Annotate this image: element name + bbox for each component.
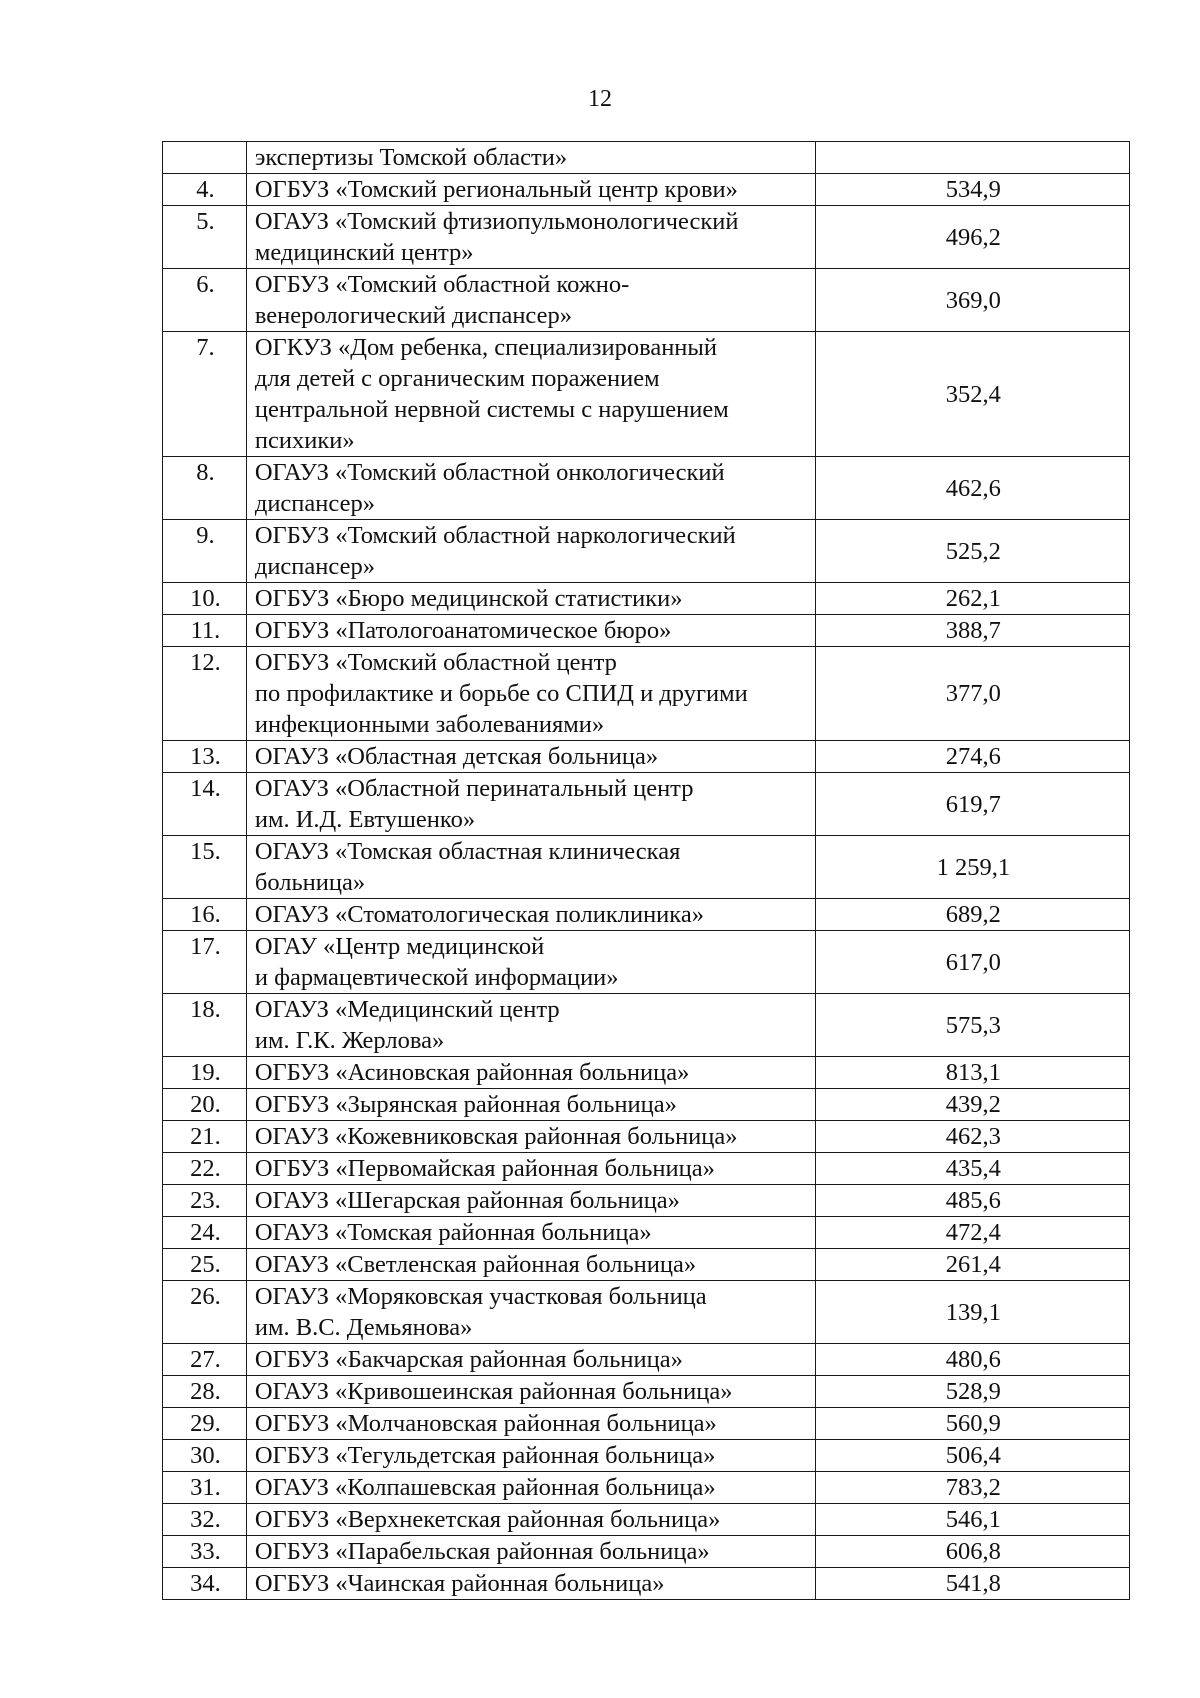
institution-name xyxy=(246,994,815,1057)
amount-value: 534,9 xyxy=(815,174,1129,206)
table-row xyxy=(163,142,1130,174)
institution-name xyxy=(246,773,815,836)
amount-value: 439,2 xyxy=(815,1089,1129,1121)
row-number: 18. xyxy=(163,994,247,1057)
institution-name-line: ОГБУЗ «Бакчарская районная больница» xyxy=(254,1346,683,1373)
institution-name-line: ОГАУЗ «Областная детская больница» xyxy=(254,743,659,770)
institution-name-line: ОГБУЗ «Первомайская районная больница» xyxy=(254,1155,715,1182)
amount-value: 496,2 xyxy=(815,206,1129,269)
amount-value: 262,1 xyxy=(815,583,1129,615)
institution-name-line: диспансер» xyxy=(254,553,375,580)
amount-value: 352,4 xyxy=(815,332,1129,457)
row-number: 7. xyxy=(163,332,247,457)
table-row xyxy=(163,899,1130,931)
table-row xyxy=(163,1281,1130,1344)
row-number: 10. xyxy=(163,583,247,615)
institution-name-line: диспансер» xyxy=(254,490,375,517)
row-number: 26. xyxy=(163,1281,247,1344)
institution-name xyxy=(246,1504,815,1536)
table-row xyxy=(163,1249,1130,1281)
institution-name-line: ОГБУЗ «Бюро медицинской статистики» xyxy=(254,585,683,612)
row-number: 29. xyxy=(163,1408,247,1440)
institution-name-line: по профилактике и борьбе со СПИД и другими xyxy=(254,680,748,707)
amount-value: 689,2 xyxy=(815,899,1129,931)
institution-name-line: центральной нервной системы с нарушением xyxy=(254,396,729,423)
row-number xyxy=(163,142,247,174)
institution-name-line: ОГБУЗ «Чаинская районная больница» xyxy=(254,1570,665,1597)
institution-name-line: ОГБУЗ «Патологоанатомическое бюро» xyxy=(254,617,672,644)
table-row xyxy=(163,269,1130,332)
amount-value: 506,4 xyxy=(815,1440,1129,1472)
amount-value: 369,0 xyxy=(815,269,1129,332)
table-row xyxy=(163,1185,1130,1217)
row-number: 15. xyxy=(163,836,247,899)
institution-name xyxy=(246,1217,815,1249)
amount-value: 619,7 xyxy=(815,773,1129,836)
amount-value: 274,6 xyxy=(815,741,1129,773)
institution-name xyxy=(246,899,815,931)
table-row xyxy=(163,1504,1130,1536)
row-number: 24. xyxy=(163,1217,247,1249)
row-number: 12. xyxy=(163,647,247,741)
row-number: 31. xyxy=(163,1472,247,1504)
amount-value: 606,8 xyxy=(815,1536,1129,1568)
institution-name-line: ОГБУЗ «Томский областной центр xyxy=(254,649,617,676)
row-number: 14. xyxy=(163,773,247,836)
row-number: 20. xyxy=(163,1089,247,1121)
row-number: 27. xyxy=(163,1344,247,1376)
institution-name-line: ОГАУЗ «Колпашевская районная больница» xyxy=(254,1474,716,1501)
amount-value: 388,7 xyxy=(815,615,1129,647)
table-row xyxy=(163,1408,1130,1440)
row-number: 8. xyxy=(163,457,247,520)
table-row xyxy=(163,1089,1130,1121)
institution-name xyxy=(246,1376,815,1408)
institution-name-line: психики» xyxy=(254,427,355,454)
institution-name xyxy=(246,1344,815,1376)
institution-name xyxy=(246,931,815,994)
table-row xyxy=(163,647,1130,741)
institution-name xyxy=(246,1281,815,1344)
row-number: 30. xyxy=(163,1440,247,1472)
institution-name-line: экспертизы Томской области» xyxy=(254,144,568,171)
institution-name xyxy=(246,1057,815,1089)
institution-name-line: больница» xyxy=(254,869,366,896)
amount-value: 575,3 xyxy=(815,994,1129,1057)
institution-name xyxy=(246,332,815,457)
institution-name-line: ОГАУЗ «Томская областная клиническая xyxy=(254,838,681,865)
amount-value: 377,0 xyxy=(815,647,1129,741)
institution-name-line: ОГБУЗ «Парабельская районная больница» xyxy=(254,1538,710,1565)
amount-value: 480,6 xyxy=(815,1344,1129,1376)
table-row xyxy=(163,1472,1130,1504)
row-number: 23. xyxy=(163,1185,247,1217)
institution-name-line: ОГАУЗ «Кожевниковская районная больница» xyxy=(254,1123,738,1150)
table-row xyxy=(163,1376,1130,1408)
page-number: 12 xyxy=(588,86,612,112)
table-row xyxy=(163,174,1130,206)
amount-value: 485,6 xyxy=(815,1185,1129,1217)
row-number: 11. xyxy=(163,615,247,647)
table-row xyxy=(163,1153,1130,1185)
institution-name xyxy=(246,174,815,206)
row-number: 17. xyxy=(163,931,247,994)
institution-name xyxy=(246,647,815,741)
institution-name xyxy=(246,741,815,773)
row-number: 13. xyxy=(163,741,247,773)
institution-name-line: ОГАУЗ «Моряковская участковая больница xyxy=(254,1283,707,1310)
amount-value: 139,1 xyxy=(815,1281,1129,1344)
row-number: 9. xyxy=(163,520,247,583)
institution-name-line: медицинский центр» xyxy=(254,239,474,266)
institution-name xyxy=(246,615,815,647)
institution-name-line: ОГБУЗ «Томский областной наркологический xyxy=(254,522,736,549)
table-row xyxy=(163,994,1130,1057)
institution-name xyxy=(246,1185,815,1217)
institution-name-line: ОГКУЗ «Дом ребенка, специализированный xyxy=(254,334,717,361)
amount-value: 462,6 xyxy=(815,457,1129,520)
institution-name xyxy=(246,1249,815,1281)
amount-value: 617,0 xyxy=(815,931,1129,994)
institution-name xyxy=(246,269,815,332)
institution-name-line: ОГАУЗ «Томский областной онкологический xyxy=(254,459,725,486)
institution-name xyxy=(246,520,815,583)
institution-name-line: ОГБУЗ «Зырянская районная больница» xyxy=(254,1091,677,1118)
institution-name-line: для детей с органическим поражением xyxy=(254,365,660,392)
amount-value: 528,9 xyxy=(815,1376,1129,1408)
amount-value xyxy=(815,142,1129,174)
table-row xyxy=(163,583,1130,615)
institution-name xyxy=(246,836,815,899)
table-row xyxy=(163,836,1130,899)
table-row xyxy=(163,931,1130,994)
row-number: 32. xyxy=(163,1504,247,1536)
institution-name-line: ОГАУ «Центр медицинской xyxy=(254,933,545,960)
institution-name-line: ОГБУЗ «Молчановская районная больница» xyxy=(254,1410,717,1437)
institution-name-line: инфекционными заболеваниями» xyxy=(254,711,605,738)
table-row xyxy=(163,1536,1130,1568)
institution-name-line: ОГАУЗ «Кривошеинская районная больница» xyxy=(254,1378,733,1405)
table-row xyxy=(163,1344,1130,1376)
row-number: 6. xyxy=(163,269,247,332)
institution-name-line: ОГАУЗ «Шегарская районная больница» xyxy=(254,1187,680,1214)
row-number: 34. xyxy=(163,1568,247,1600)
row-number: 19. xyxy=(163,1057,247,1089)
institution-name-line: венерологический диспансер» xyxy=(254,302,572,329)
institution-name-line: ОГАУЗ «Стоматологическая поликлиника» xyxy=(254,901,704,928)
table-row xyxy=(163,1440,1130,1472)
institution-name-line: ОГАУЗ «Томский фтизиопульмонологический xyxy=(254,208,739,235)
institution-name xyxy=(246,1408,815,1440)
institutions-table xyxy=(162,141,1130,1600)
institution-name-line: ОГАУЗ «Медицинский центр xyxy=(254,996,560,1023)
amount-value: 472,4 xyxy=(815,1217,1129,1249)
table-row xyxy=(163,741,1130,773)
row-number: 5. xyxy=(163,206,247,269)
institution-name xyxy=(246,1536,815,1568)
institution-name-line: ОГАУЗ «Светленская районная больница» xyxy=(254,1251,697,1278)
amount-value: 525,2 xyxy=(815,520,1129,583)
amount-value: 261,4 xyxy=(815,1249,1129,1281)
institution-name xyxy=(246,206,815,269)
table-row xyxy=(163,1121,1130,1153)
institution-name-line: ОГБУЗ «Томский региональный центр крови» xyxy=(254,176,738,203)
table-row xyxy=(163,332,1130,457)
institution-name xyxy=(246,142,815,174)
institution-name-line: им. И.Д. Евтушенко» xyxy=(254,806,476,833)
institution-name-line: ОГБУЗ «Верхнекетская районная больница» xyxy=(254,1506,721,1533)
institution-name-line: и фармацевтической информации» xyxy=(254,964,619,991)
row-number: 28. xyxy=(163,1376,247,1408)
institution-name xyxy=(246,1440,815,1472)
table-row xyxy=(163,520,1130,583)
amount-value: 1 259,1 xyxy=(815,836,1129,899)
institution-name xyxy=(246,1568,815,1600)
table-row xyxy=(163,773,1130,836)
table-row xyxy=(163,1568,1130,1600)
institution-name-line: им. В.С. Демьянова» xyxy=(254,1314,473,1341)
amount-value: 546,1 xyxy=(815,1504,1129,1536)
institution-name-line: ОГБУЗ «Асиновская районная больница» xyxy=(254,1059,690,1086)
table-row xyxy=(163,615,1130,647)
amount-value: 783,2 xyxy=(815,1472,1129,1504)
row-number: 25. xyxy=(163,1249,247,1281)
table-row xyxy=(163,457,1130,520)
row-number: 16. xyxy=(163,899,247,931)
institution-name-line: ОГАУЗ «Областной перинатальный центр xyxy=(254,775,694,802)
row-number: 22. xyxy=(163,1153,247,1185)
institution-name xyxy=(246,1153,815,1185)
row-number: 4. xyxy=(163,174,247,206)
table-row xyxy=(163,1217,1130,1249)
table-row xyxy=(163,1057,1130,1089)
institution-name-line: ОГБУЗ «Томский областной кожно- xyxy=(254,271,630,298)
row-number: 33. xyxy=(163,1536,247,1568)
institution-name xyxy=(246,1121,815,1153)
institution-name xyxy=(246,1089,815,1121)
institution-name xyxy=(246,1472,815,1504)
amount-value: 435,4 xyxy=(815,1153,1129,1185)
table-row xyxy=(163,206,1130,269)
amount-value: 813,1 xyxy=(815,1057,1129,1089)
institution-name xyxy=(246,583,815,615)
amount-value: 541,8 xyxy=(815,1568,1129,1600)
table-body xyxy=(163,142,1130,1600)
amount-value: 560,9 xyxy=(815,1408,1129,1440)
institution-name-line: им. Г.К. Жерлова» xyxy=(254,1027,445,1054)
institution-name-line: ОГАУЗ «Томская районная больница» xyxy=(254,1219,652,1246)
amount-value: 462,3 xyxy=(815,1121,1129,1153)
institution-name-line: ОГБУЗ «Тегульдетская районная больница» xyxy=(254,1442,716,1469)
row-number: 21. xyxy=(163,1121,247,1153)
institution-name xyxy=(246,457,815,520)
